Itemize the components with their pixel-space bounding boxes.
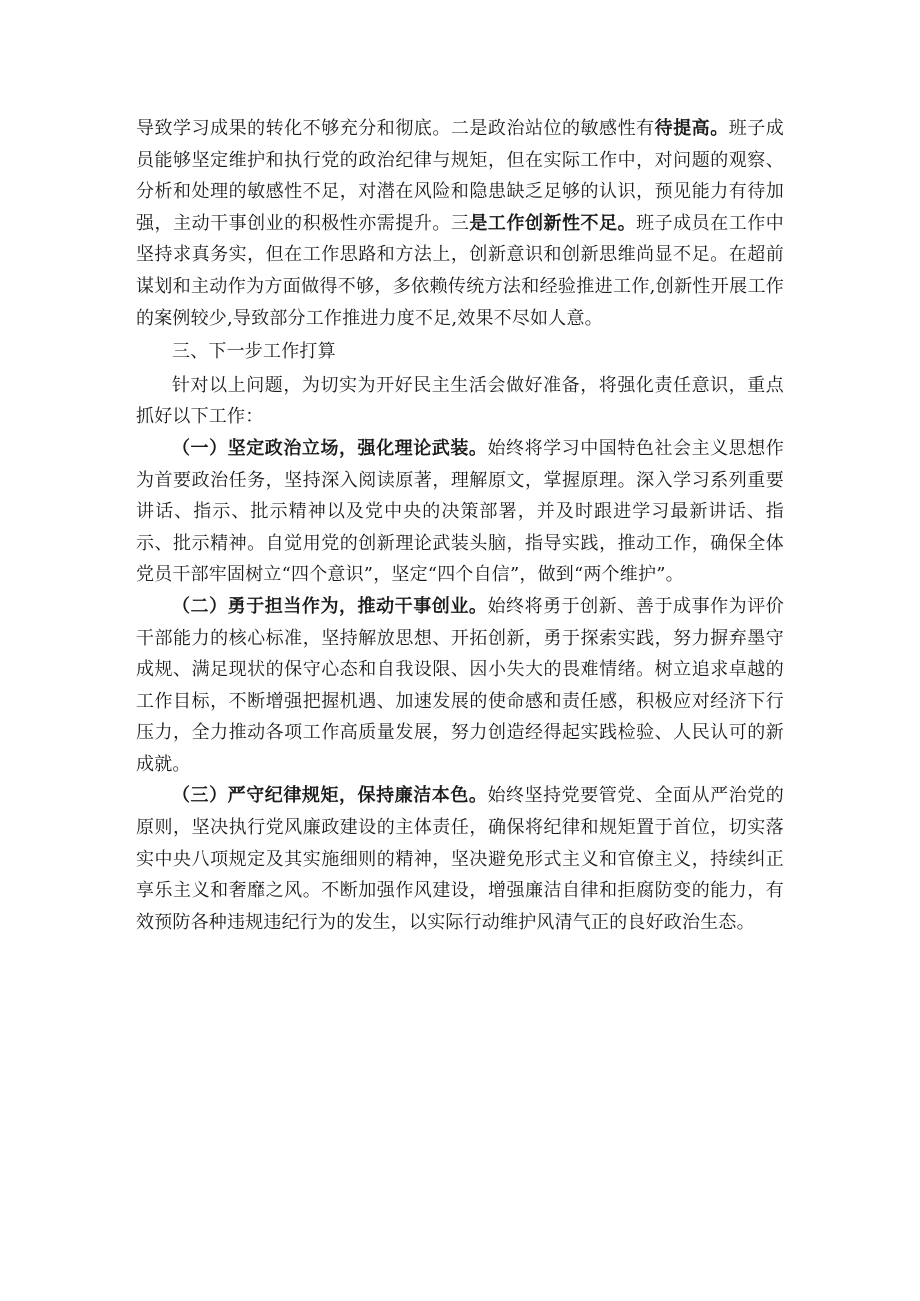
item-one-body: 始终将学习中国特色社会主义思想作为首要政治任务，坚持深入阅读原著，理解原文，掌握原理。深入学习系列重要讲话、指示、批示精神以及党中央的决策部署，并及时跟进学习最新讲话、指示、批示精神。自觉用党的创新理论武装头脑，指导实践，推动工作，确保全体党员干部牢固树立“四个意识”，坚定“四个自信”，做到“两个维护”。 — [136, 437, 784, 586]
item-two-heading: （二）勇于担当作为，推动干事创业。 — [172, 595, 488, 617]
section-heading: 三、下一步工作打算 — [172, 341, 336, 363]
document-page — [136, 113, 784, 938]
item-two-body: 始终将勇于创新、善于成事作为评价干部能力的核心标准，坚持解放思想、开拓创新，勇于探索实践，努力摒弃墨守成规、满足现状的保守心态和自我设限、因小失大的畏难情绪。树立追求卓越的工作目标，不断增强把握机遇、加速发展的使命感和责任感，积极应对经济下行压力，全力推动各项工作高质量发展，努力创造经得起实践检验、人民认可的新成就。 — [136, 595, 784, 775]
bold-run: 待提高。 — [654, 118, 729, 139]
item-three-heading: （三）严守纪律规矩，保持廉洁本色。 — [172, 785, 488, 807]
text-run: 班子成员能够坚定维护和执行党的政治纪律与规矩，但在实际工作中，对问题的观察、分析和处理的敏感性不足，对潜在风险和隐患缺乏足够的认识，预见能力有待加强，主动干事创业的积极性亦需提升。三 — [136, 118, 784, 234]
item-two-paragraph — [136, 591, 784, 781]
item-three-body: 始终坚持党要管党、全面从严治党的原则，坚决执行党风廉政建设的主体责任，确保将纪律和规矩置于首位，切实落实中央八项规定及其实施细则的精神，坚决避免形式主义和官僚主义，持续纠正享乐主义和奢靡之风。不断加强作风建设，增强廉洁自律和拒腐防变的能力，有效预防各种违规违纪行为的发生，以实际行动维护风清气正的良好政治生态。 — [136, 785, 784, 933]
text-run: 导致学习成果的转化不够充分和彻底。二是政治站位的敏感性有 — [136, 118, 655, 139]
bold-run: 是工作创新性不足。 — [469, 212, 637, 234]
intro-paragraph: 针对以上问题，为切实为开好民主生活会做好准备，将强化责任意识，重点抓好以下工作： — [136, 374, 784, 428]
item-one-heading: （一）坚定政治立场，强化理论武装。 — [172, 437, 488, 459]
item-one-paragraph — [136, 433, 784, 591]
item-three-paragraph — [136, 780, 784, 938]
text-run: 班子成员在工作中坚持求真务实，但在工作思路和方法上，创新意识和创新思维尚显不足。在超前谋划和主动作为方面做得不够，多依赖传统方法和经验推进工作,创新性开展工作的案例较少,导致部分工作推进力度不足,效果不尽如人意。 — [136, 212, 784, 329]
paragraph-continuation — [136, 113, 784, 334]
